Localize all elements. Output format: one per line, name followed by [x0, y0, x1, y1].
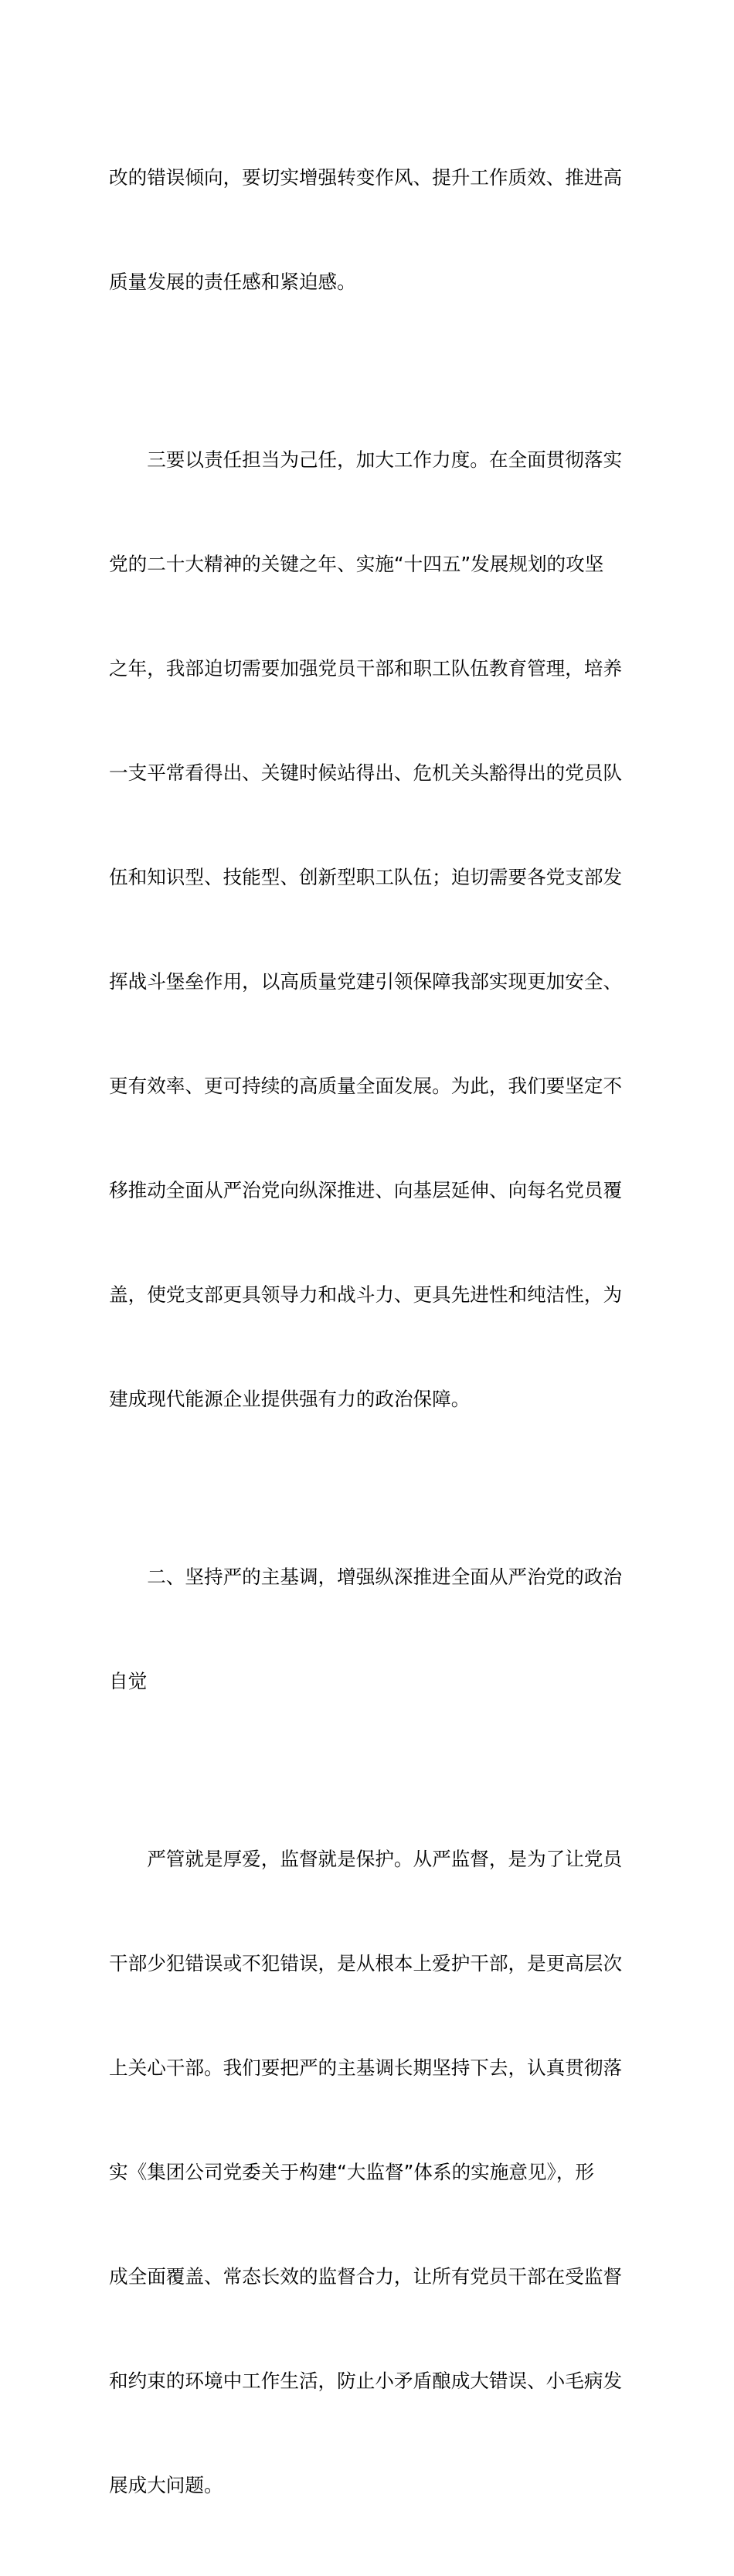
document-body — [109, 90, 627, 2576]
text-line: 展成大问题。 — [109, 2474, 223, 2496]
text-line: 自觉 — [109, 1670, 148, 1692]
text-line: 质量发展的责任感和紧迫感。 — [109, 271, 356, 293]
text-line: 二、坚持严的主基调，增强纵深推进全面从严治党的政治 — [109, 1566, 623, 1588]
text-line: 严管就是厚爱，监督就是保护。从严监督，是为了让党员 — [109, 1848, 623, 1870]
text-line: 三要以责任担当为己任，加大工作力度。在全面贯彻落实 — [109, 448, 623, 471]
paragraph-2 — [109, 373, 627, 1486]
text-line: 更有效率、更可持续的高质量全面发展。为此，我们要坚定不 — [109, 1075, 623, 1097]
text-line: 党的二十大精神的关键之年、实施“十四五”发展规划的攻坚 — [109, 553, 604, 575]
text-line: 干部少犯错误或不犯错误，是从根本上爱护干部，是更高层次 — [109, 1952, 623, 1975]
text-line: 上关心干部。我们要把严的主基调长期坚持下去，认真贯彻落 — [109, 2056, 623, 2079]
text-line: 盖，使党支部更具领导力和战斗力、更具先进性和纯洁性，为 — [109, 1283, 623, 1306]
text-line: 伍和知识型、技能型、创新型职工队伍；迫切需要各党支部发 — [109, 866, 623, 888]
text-line: 移推动全面从严治党向纵深推进、向基层延伸、向每名党员覆 — [109, 1179, 623, 1201]
text-line: 挥战斗堡垒作用，以高质量党建引领保障我部实现更加安全、 — [109, 970, 623, 993]
text-line: 改的错误倾向，要切实增强转变作风、提升工作质效、推进高 — [109, 166, 623, 189]
paragraph-3 — [109, 1772, 627, 2572]
paragraph-1 — [109, 90, 627, 369]
section-heading — [109, 1490, 627, 1768]
text-line: 一支平常看得出、关键时候站得出、危机关头豁得出的党员队 — [109, 762, 623, 784]
text-line: 之年，我部迫切需要加强党员干部和职工队伍教育管理，培养 — [109, 657, 623, 680]
text-line: 实《集团公司党委关于构建“大监督”体系的实施意见》，形 — [109, 2161, 595, 2183]
text-line: 和约束的环境中工作生活，防止小矛盾酿成大错误、小毛病发 — [109, 2370, 623, 2392]
text-line: 成全面覆盖、常态长效的监督合力，让所有党员干部在受监督 — [109, 2265, 623, 2288]
text-line: 建成现代能源企业提供强有力的政治保障。 — [109, 1388, 471, 1410]
